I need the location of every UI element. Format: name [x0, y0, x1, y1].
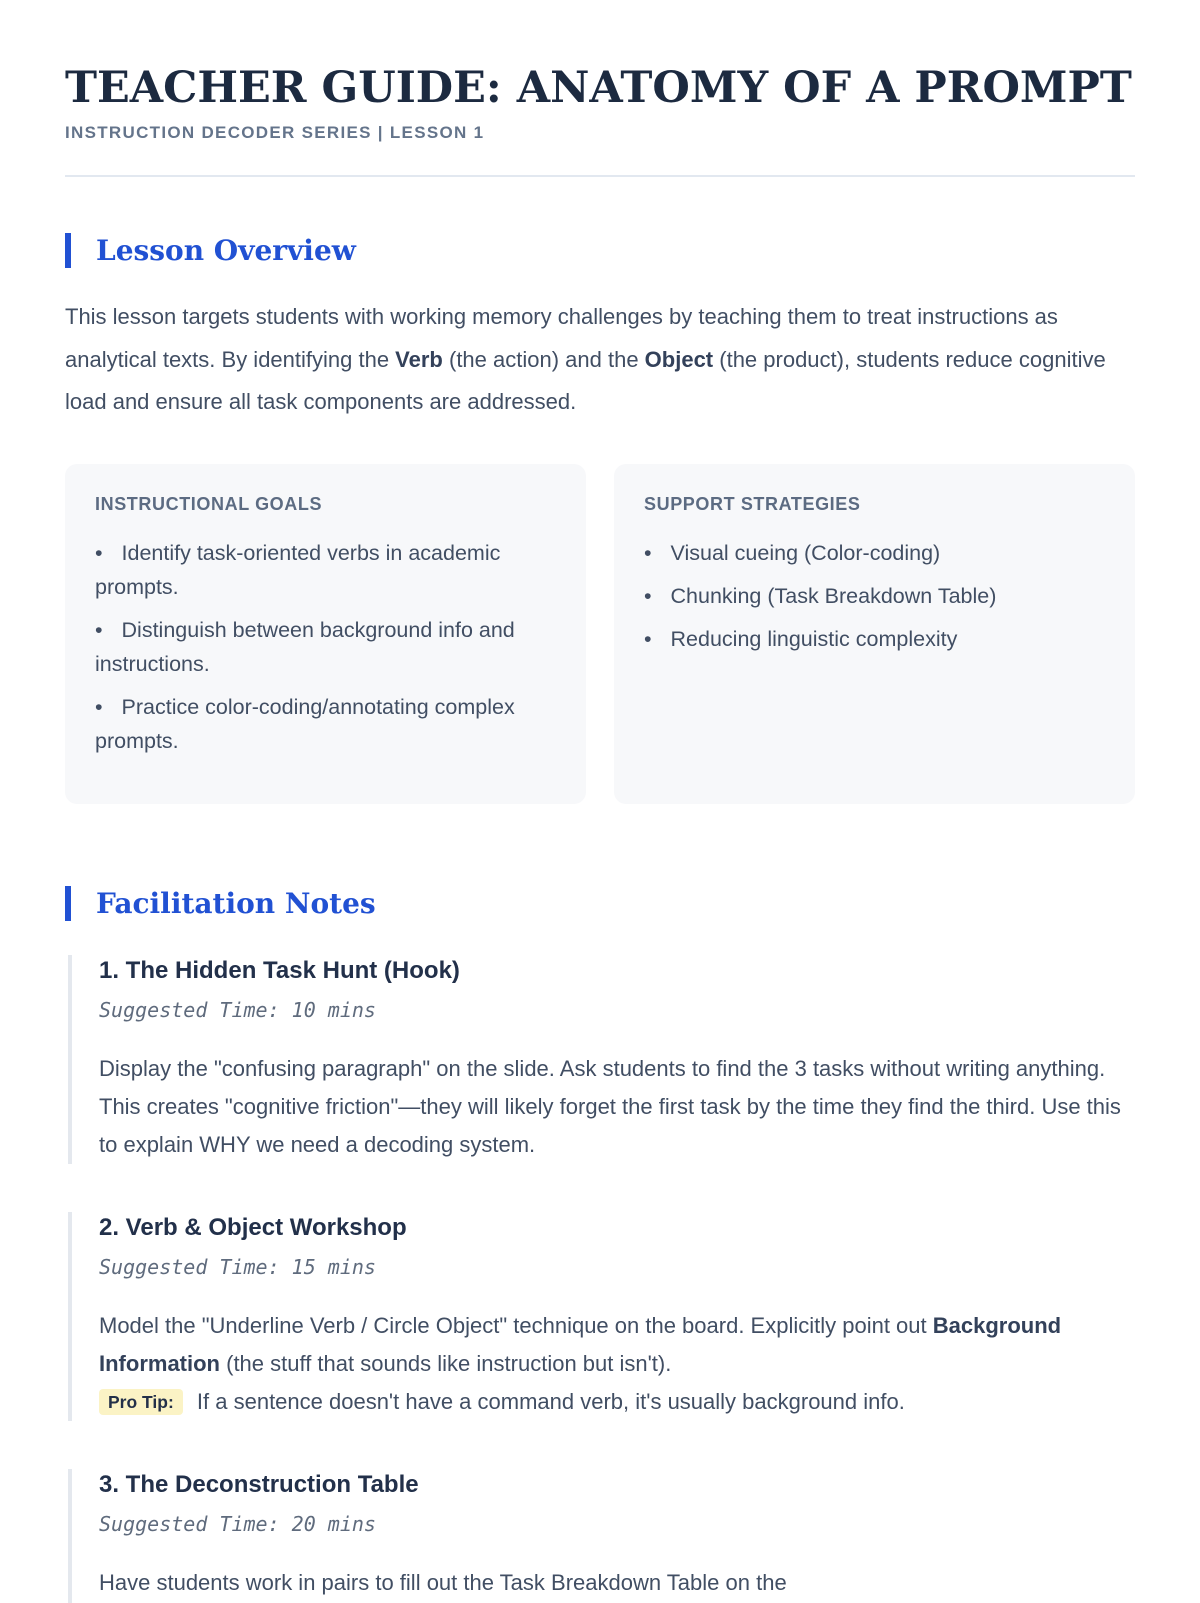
support-strategies-list: [644, 537, 1105, 657]
list-item: • Practice color-coding/annotating complex prompts.: [95, 691, 556, 759]
facilitation-item-3: [68, 1469, 1135, 1602]
list-item: • Identify task-oriented verbs in academic prompts.: [95, 537, 556, 605]
overview-bold-object: Object: [644, 346, 714, 372]
item-2-text-1: Model the "Underline Verb / Circle Object" technique on the board. Explicitly point out: [99, 1313, 933, 1339]
item-2-text-3: If a sentence doesn't have a command verb, it's usually background info.: [190, 1389, 905, 1415]
facilitation-item-2-body: [99, 1307, 1135, 1421]
facilitation-item-2-time: Suggested Time: 15 mins: [99, 1255, 376, 1280]
facilitation-item-3-time: Suggested Time: 20 mins: [99, 1512, 376, 1537]
info-cards: [65, 464, 1135, 804]
facilitation-item-1-title: 1. The Hidden Task Hunt (Hook): [99, 956, 460, 984]
list-item: • Chunking (Task Breakdown Table): [644, 580, 1105, 614]
facilitation-notes-heading: Facilitation Notes: [65, 886, 1135, 921]
list-item: • Reducing linguistic complexity: [644, 623, 1105, 657]
list-item: • Distinguish between background info and instructions.: [95, 614, 556, 682]
page-header: [65, 64, 1135, 143]
item-2-bold: Background Information: [99, 1313, 1062, 1377]
lesson-overview-paragraph: [65, 296, 1135, 423]
facilitation-item-1-body: Display the "confusing paragraph" on the slide. Ask students to find the 3 tasks without writing anything. This creates "cognitive friction"—they will likely forget the first task by the time they find the third. Use this to explain WHY we need a decoding system.: [99, 1055, 1121, 1157]
facilitation-item-3-title: 3. The Deconstruction Table: [99, 1471, 419, 1499]
facilitation-item-2: [68, 1212, 1135, 1421]
card-instructional-goals: [65, 464, 586, 804]
page-subtitle: INSTRUCTION DECODER SERIES | LESSON 1: [65, 123, 485, 143]
instructional-goals-list: [95, 537, 556, 759]
support-strategies-title: SUPPORT STRATEGIES: [644, 493, 861, 514]
facilitation-item-1-time: Suggested Time: 10 mins: [99, 997, 376, 1022]
lesson-overview-heading: Lesson Overview: [65, 233, 1135, 268]
list-item: • Visual cueing (Color-coding): [644, 537, 1105, 571]
overview-text-3: (the product), students reduce cognitive load and ensure all task components are addressed.: [65, 346, 1106, 415]
header-divider: [65, 175, 1135, 177]
pro-tip-badge: Pro Tip:: [99, 1389, 183, 1415]
facilitation-item-3-body: Have students work in pairs to fill out the Task Breakdown Table on the: [99, 1570, 787, 1596]
facilitation-item-1: [68, 955, 1135, 1164]
section-lesson-overview: [65, 233, 1135, 803]
overview-bold-verb: Verb: [395, 346, 443, 372]
instructional-goals-title: INSTRUCTIONAL GOALS: [95, 493, 323, 514]
card-support-strategies: [614, 464, 1135, 804]
pro-tip-line: [99, 1383, 1135, 1421]
overview-text-2: (the action) and the: [442, 346, 645, 372]
section-facilitation-notes: [65, 886, 1135, 1603]
page-title: TEACHER GUIDE: ANATOMY OF A PROMPT: [65, 63, 1132, 113]
item-2-text-2: (the stuff that sounds like instruction but isn't).: [220, 1351, 672, 1377]
facilitation-item-2-title: 2. Verb & Object Workshop: [99, 1213, 407, 1241]
overview-text-1: This lesson targets students with working memory challenges by teaching them to treat instructions as analytical texts. By identifying the: [65, 304, 1058, 372]
